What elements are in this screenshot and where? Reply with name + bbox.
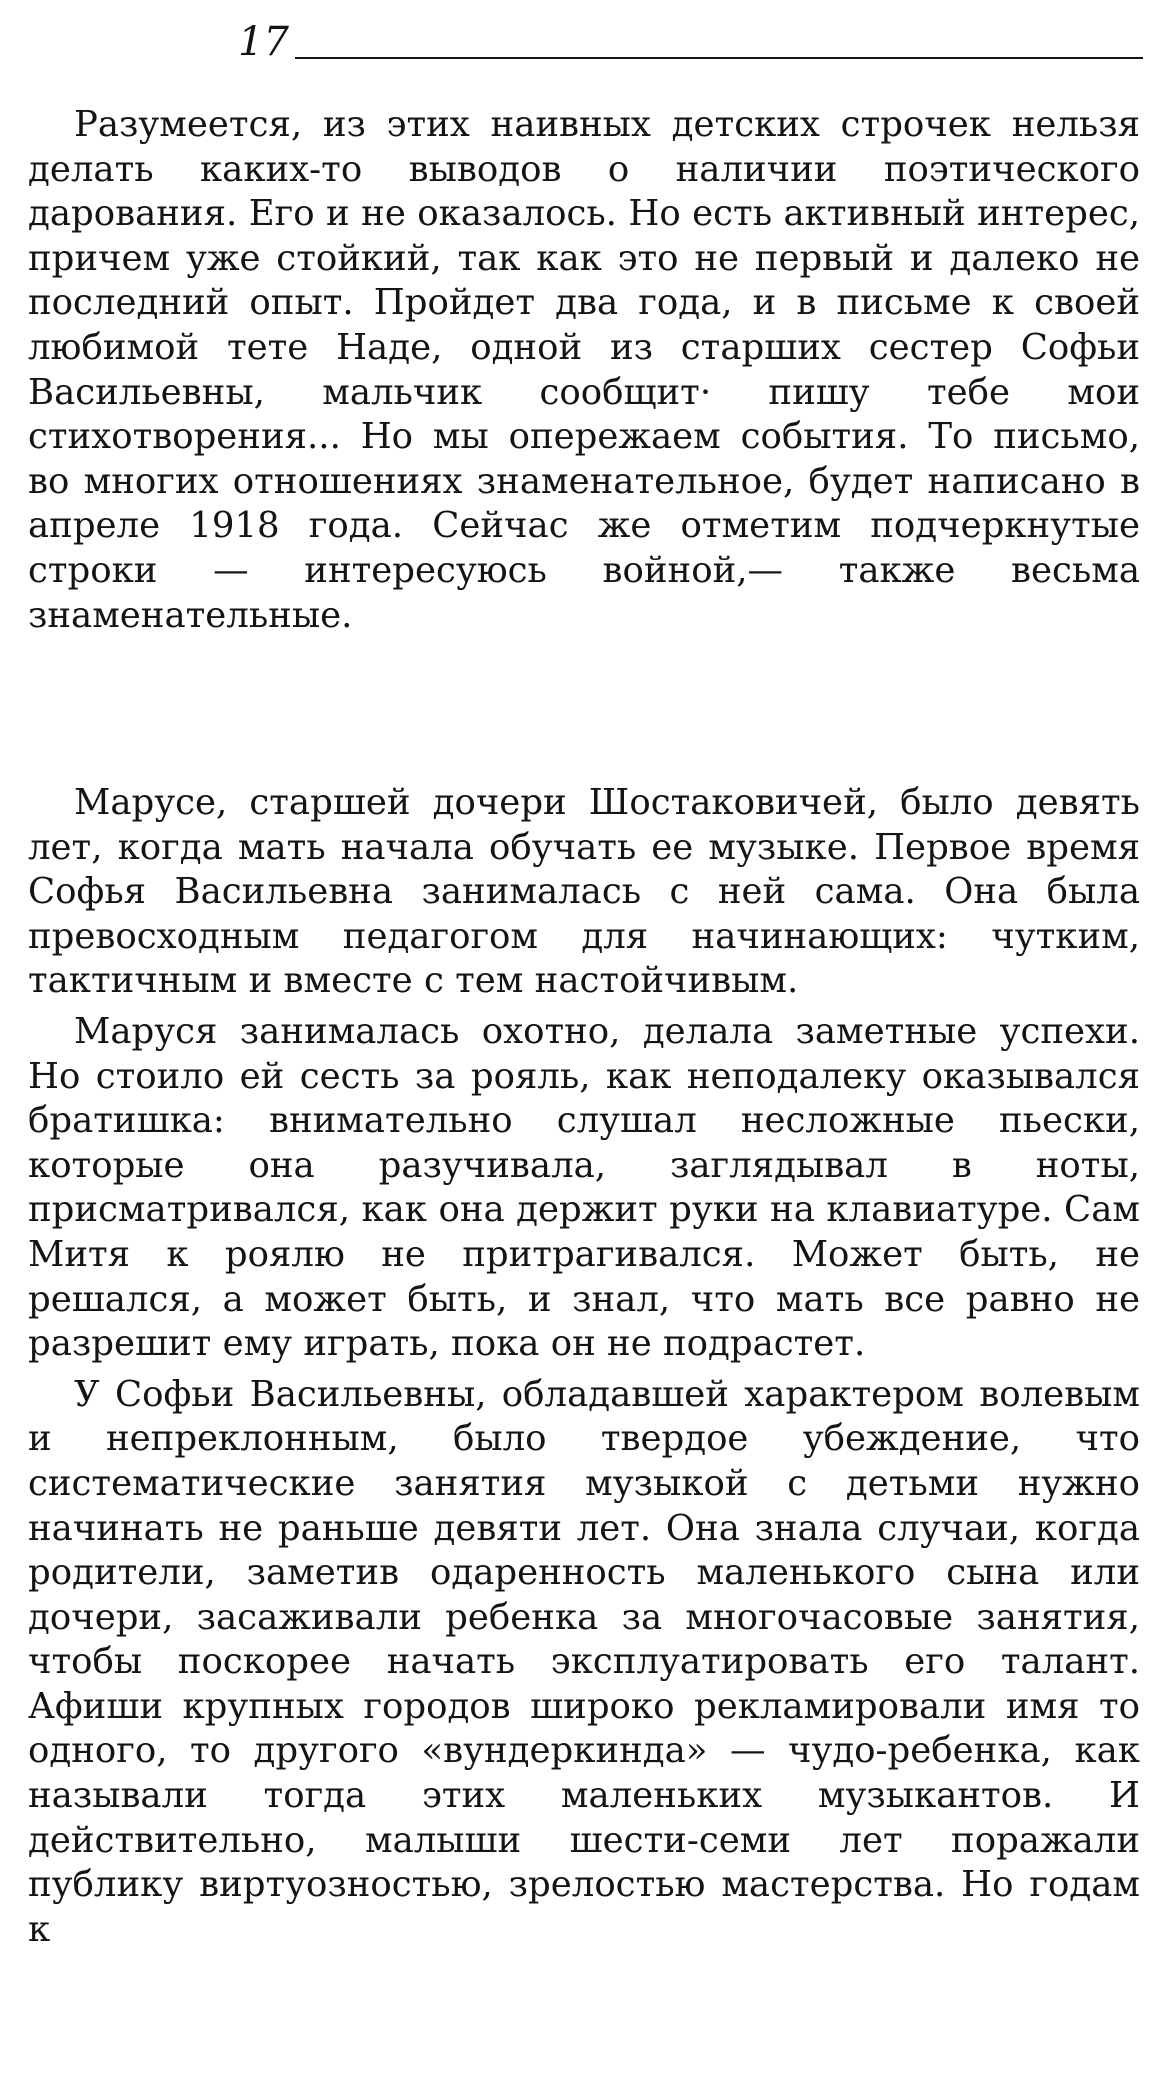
text-section-2 [28,781,1140,1952]
text-section-1 [28,103,1140,638]
paragraph: Разумеется, из этих наивных детских строчек нельзя делать каких-то выводов о наличии поэтического дарования. Его и не оказалось. Но есть активный интерес, причем уже стойкий, так как это не первый и далеко не последний опыт. Пройдет два года, и в письме к своей любимой тете Наде, одной из старших сестер Софьи Васильевны, мальчик сообщит· пишу тебе мои стихотворения... Но мы опережаем события. То письмо, во многих отношениях знаменательное, будет написано в апреле 1918 года. Сейчас же отметим подчеркнутые строки — интересуюсь войной,— также весьма знаменательные. [28,104,1140,636]
paragraph: У Софьи Васильевны, обладавшей характером волевым и непреклонным, было твердое убеждение, что систематические занятия музыкой с детьми нужно начинать не раньше девяти лет. Она знала случаи, когда родители, заметив одаренность маленького сына или дочери, засаживали ребенка за многочасовые занятия, чтобы поскорее начать эксплуатировать его талант. Афиши крупных городов широко рекламировали имя то одного, то другого «вундеркинда» — чудо-ребенка, как называли тогда этих маленьких музыкантов. И действительно, малыши шести-семи лет поражали публику виртуозностью, зрелостью мастерства. Но годам к [28,1373,1140,1950]
paragraph: Марусе, старшей дочери Шостаковичей, было девять лет, когда мать начала обучать ее музыке. Первое время Софья Васильевна занималась с ней сама. Она была превосходным педагогом для начинающих: чутким, тактичным и вместе с тем настойчивым. [28,782,1140,1002]
page-header [238,19,1143,65]
header-rule [295,57,1143,59]
page-number: 17 [238,19,289,65]
paragraph: Маруся занималась охотно, делала заметные успехи. Но стоило ей сесть за рояль, как неподалеку оказывался братишка: внимательно слушал несложные пьески, которые она разучивала, заглядывал в ноты, присматривался, как она держит руки на клавиатуре. Сам Митя к роялю не притрагивался. Может быть, не решался, а может быть, и знал, что мать все равно не разрешит ему играть, пока он не подрастет. [28,1010,1140,1365]
